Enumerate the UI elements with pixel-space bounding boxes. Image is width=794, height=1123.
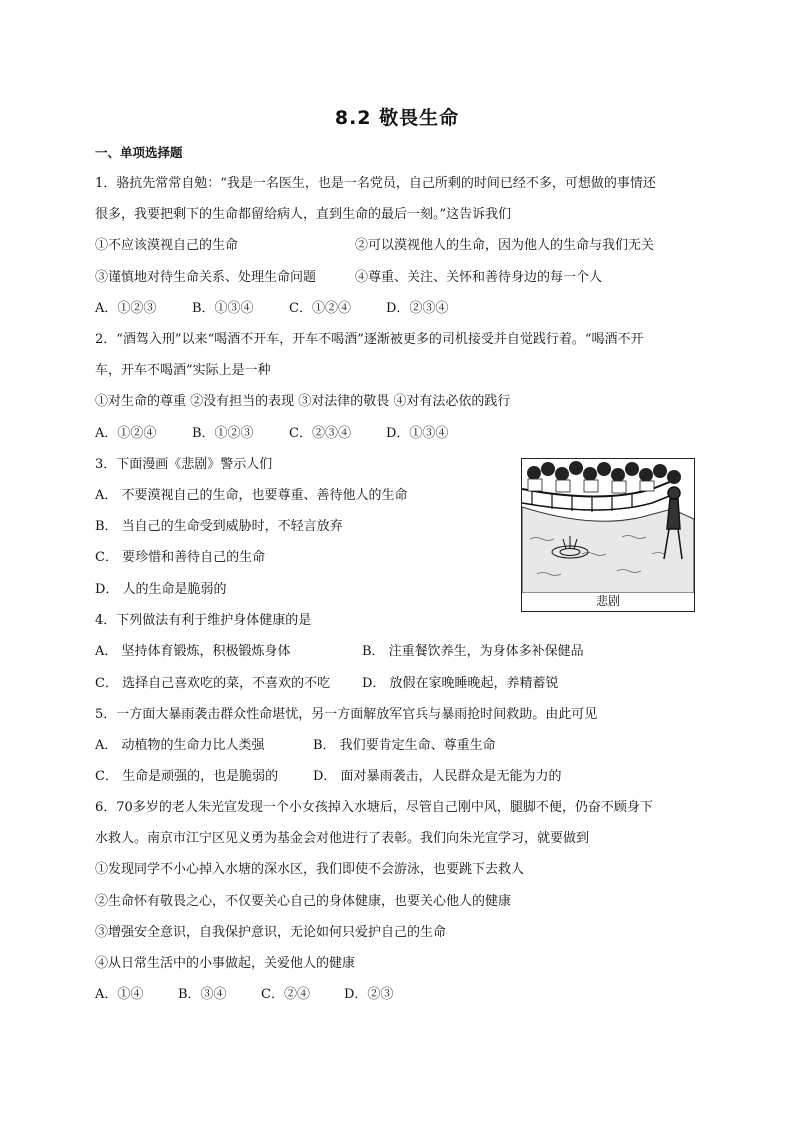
- q5-stem: 5．一方面大暴雨袭击群众性命堪忧，另一方面解放军官兵与暴雨抢时间救助。由此可见: [95, 707, 598, 722]
- q6-stem-line2: 水救人。南京市江宁区见义勇为基金会对他进行了表彰。我们向朱光宣学习，就要做到: [95, 831, 590, 846]
- q2-option-d: D．①③④: [386, 426, 449, 441]
- q1-option-c: C．①②④: [289, 301, 351, 316]
- cartoon-caption: 悲剧: [595, 594, 620, 608]
- q2-stem-line1: 2．“酒驾入刑”以来“喝酒不开车，开车不喝酒”逐渐被更多的司机接受并自觉践行着。“喝酒不开: [95, 332, 644, 347]
- q1-stem-line1: 1．骆抗先常常自勉：“我是一名医生，也是一名党员，自己所剩的时间已经不多，可想做的事情还: [95, 176, 656, 191]
- q1-option-a: A．①②③: [95, 301, 157, 316]
- cartoon-tragedy: [521, 458, 695, 612]
- q6-statement-3: ③增强安全意识，自我保护意识，无论如何只爱护自己的生命: [95, 925, 447, 940]
- q3-option-c: C． 要珍惜和善待自己的生命: [95, 550, 266, 565]
- q6-statement-2: ②生命怀有敬畏之心，不仅要关心自己的身体健康，也要关心他人的健康: [95, 894, 512, 909]
- q1-option-b: B．①③④: [192, 301, 254, 316]
- q4-option-b: B． 注重餐饮养生，为身体多补保健品: [362, 644, 584, 659]
- q1-statement-3: ③谨慎地对待生命关系、处理生命问题: [95, 270, 317, 285]
- q4-option-d: D． 放假在家晚睡晚起，养精蓄锐: [362, 676, 559, 691]
- q4-stem: 4．下列做法有利于维护身体健康的是: [95, 613, 312, 628]
- q6-stem-line1: 6．70多岁的老人朱光宣发现一个小女孩掉入水塘后，尽管自己刚中风，腿脚不便，仍奋不顾身下: [95, 800, 653, 815]
- q1-statement-1: ①不应该漠视自己的生命: [95, 238, 239, 253]
- q4-option-c: C． 选择自己喜欢吃的菜，不喜欢的不吃: [95, 676, 331, 691]
- q6-option-b: B．③④: [178, 987, 227, 1002]
- q2-option-b: B．①②③: [192, 426, 254, 441]
- q3-stem: 3．下面漫画《悲剧》警示人们: [95, 457, 273, 472]
- q2-option-c: C．②③④: [289, 426, 351, 441]
- q2-stem-line2: 车，开车不喝酒”实际上是一种: [95, 363, 271, 378]
- q3-option-d: D． 人的生命是脆弱的: [95, 582, 227, 597]
- page-title: 8.2 敬畏生命: [334, 107, 460, 129]
- q5-option-a: A． 动植物的生命力比人类强: [95, 738, 265, 753]
- q3-option-a: A． 不要漠视自己的生命，也要尊重、善待他人的生命: [95, 488, 408, 503]
- q2-option-a: A．①②④: [95, 426, 157, 441]
- q1-option-d: D．②③④: [386, 301, 449, 316]
- q1-statement-4: ④尊重、关注、关怀和善待身边的每一个人: [355, 270, 603, 285]
- q3-option-b: B． 当自己的生命受到威胁时，不轻言放弃: [95, 519, 343, 534]
- q6-option-a: A．①④: [95, 987, 144, 1002]
- q5-option-c: C． 生命是顽强的，也是脆弱的: [95, 769, 279, 784]
- section-heading: 一、单项选择题: [95, 145, 183, 160]
- q2-statements: ①对生命的尊重 ②没有担当的表现 ③对法律的敬畏 ④对有法必依的践行: [95, 394, 511, 409]
- q5-option-d: D． 面对暴雨袭击，人民群众是无能为力的: [313, 769, 562, 784]
- q6-statement-1: ①发现同学不小心掉入水塘的深水区，我们即使不会游泳，也要跳下去救人: [95, 862, 525, 877]
- q6-option-c: C．②④: [261, 987, 310, 1002]
- cartoon-drawing: [522, 459, 694, 593]
- q1-stem-line2: 很多，我要把剩下的生命都留给病人，直到生命的最后一刻。”这告诉我们: [95, 207, 512, 222]
- q6-statement-4: ④从日常生活中的小事做起，关爱他人的健康: [95, 956, 356, 971]
- q1-statement-2: ②可以漠视他人的生命，因为他人的生命与我们无关: [355, 238, 655, 253]
- q4-option-a: A． 坚持体育锻炼，积极锻炼身体: [95, 644, 291, 659]
- q6-option-d: D．②③: [344, 987, 394, 1002]
- q5-option-b: B． 我们要肯定生命、尊重生命: [313, 738, 496, 753]
